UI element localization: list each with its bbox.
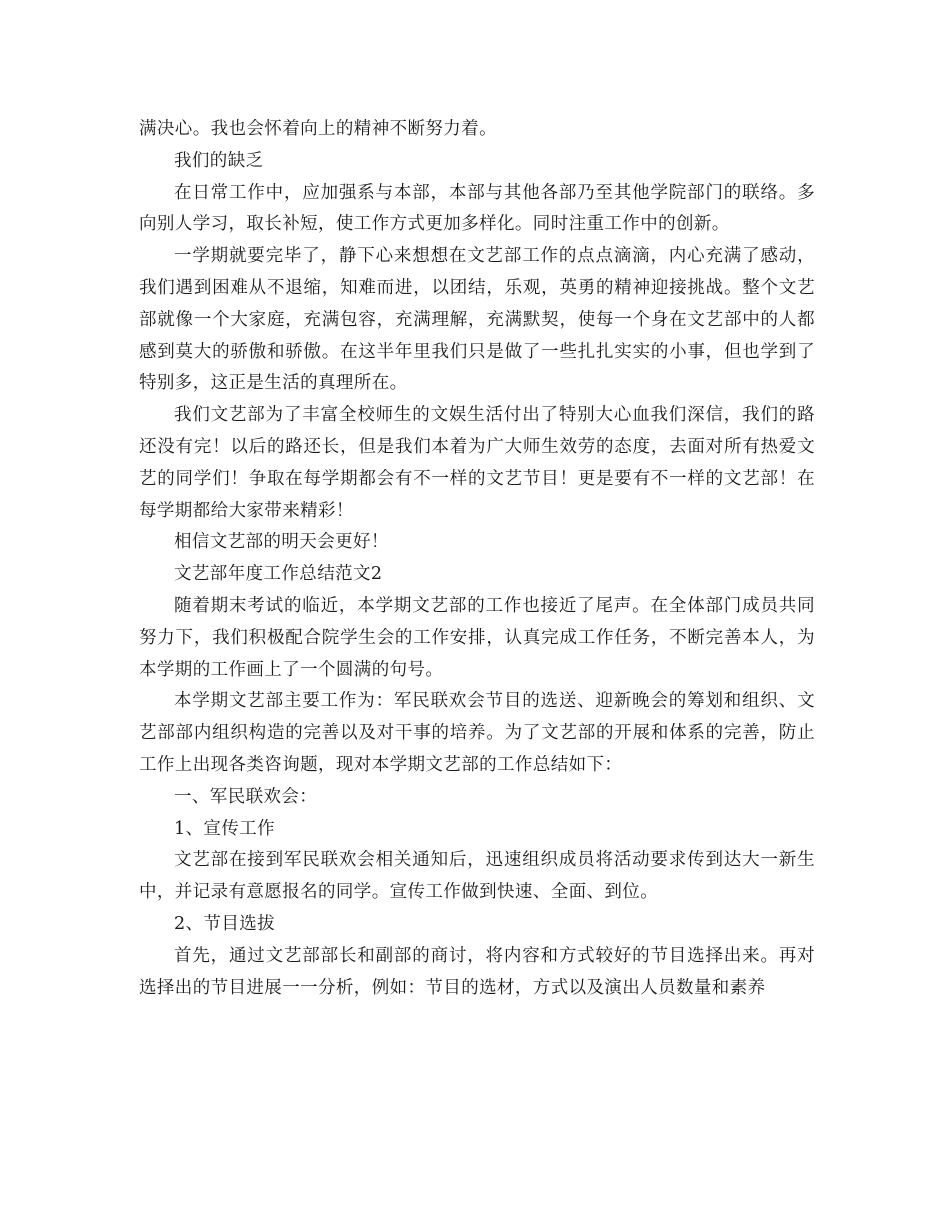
subheading-selection: 2、节目选拔 — [174, 913, 276, 934]
paragraph-6: 相信文艺部的明天会更好！ — [174, 532, 389, 553]
paragraph-9: 本学期文艺部主要工作为：军民联欢会节目的选送、迎新晚会的筹划和组织、文艺部部内组织构造的完善以及对干事的培养。为了文艺部的开展和体系的完善，防止工作上出现各类咨询题，现对本学期文艺部的工作总结如下： — [139, 691, 815, 775]
paragraph-14: 首先，通过文艺部部长和副部的商讨，将内容和方式较好的节目选择出来。再对选择出的节目进展一一分析，例如：节目的选材，方式以及演出人员数量和素养 — [139, 945, 815, 998]
paragraph-3: 在日常工作中，应加强系与本部，本部与其他各部乃至其他学院部门的联络。多向别人学习，取长补短，使工作方式更加多样化。同时注重工作中的创新。 — [139, 182, 815, 235]
paragraph-1: 满决心。我也会怀着向上的精神不断努力着。 — [139, 119, 497, 139]
paragraph-12: 文艺部在接到军民联欢会相关通知后，迅速组织成员将活动要求传到达大一新生中，并记录有意愿报名的同学。宣传工作做到快速、全面、到位。 — [139, 850, 815, 903]
section-heading-shortcomings: 我们的缺乏 — [174, 150, 264, 171]
document-body — [139, 114, 815, 1004]
paragraph-5: 我们文艺部为了丰富全校师生的文娱生活付出了特别大心血我们深信，我们的路还没有完！以后的路还长，但是我们本着为广大师生效劳的态度，去面对所有热爱文艺的同学们！争取在每学期都会有不一样的文艺节目！更是要有不一样的文艺部！在每学期都给大家带来精彩！ — [139, 405, 815, 521]
paragraph-4: 一学期就要完毕了，静下心来想想在文艺部工作的点点滴滴，内心充满了感动，我们遇到困难从不退缩，知难而进，以团结，乐观，英勇的精神迎接挑战。整个文艺部就像一个大家庭，充满包容，充满理解，充满默契，使每一个身在文艺部中的人都感到莫大的骄傲和骄傲。在这半年里我们只是做了一些扎扎实实的小事，但也学到了特别多，这正是生活的真理所在。 — [139, 246, 815, 394]
section-heading-sample-2: 文艺部年度工作总结范文2 — [174, 564, 383, 585]
section-heading-gala: 一、军民联欢会： — [174, 786, 318, 807]
paragraph-8: 随着期末考试的临近，本学期文艺部的工作也接近了尾声。在全体部门成员共同努力下，我们积极配合院学生会的工作安排，认真完成工作任务，不断完善本人，为本学期的工作画上了一个圆满的句号。 — [139, 595, 815, 680]
subheading-publicity: 1、宣传工作 — [174, 818, 276, 839]
